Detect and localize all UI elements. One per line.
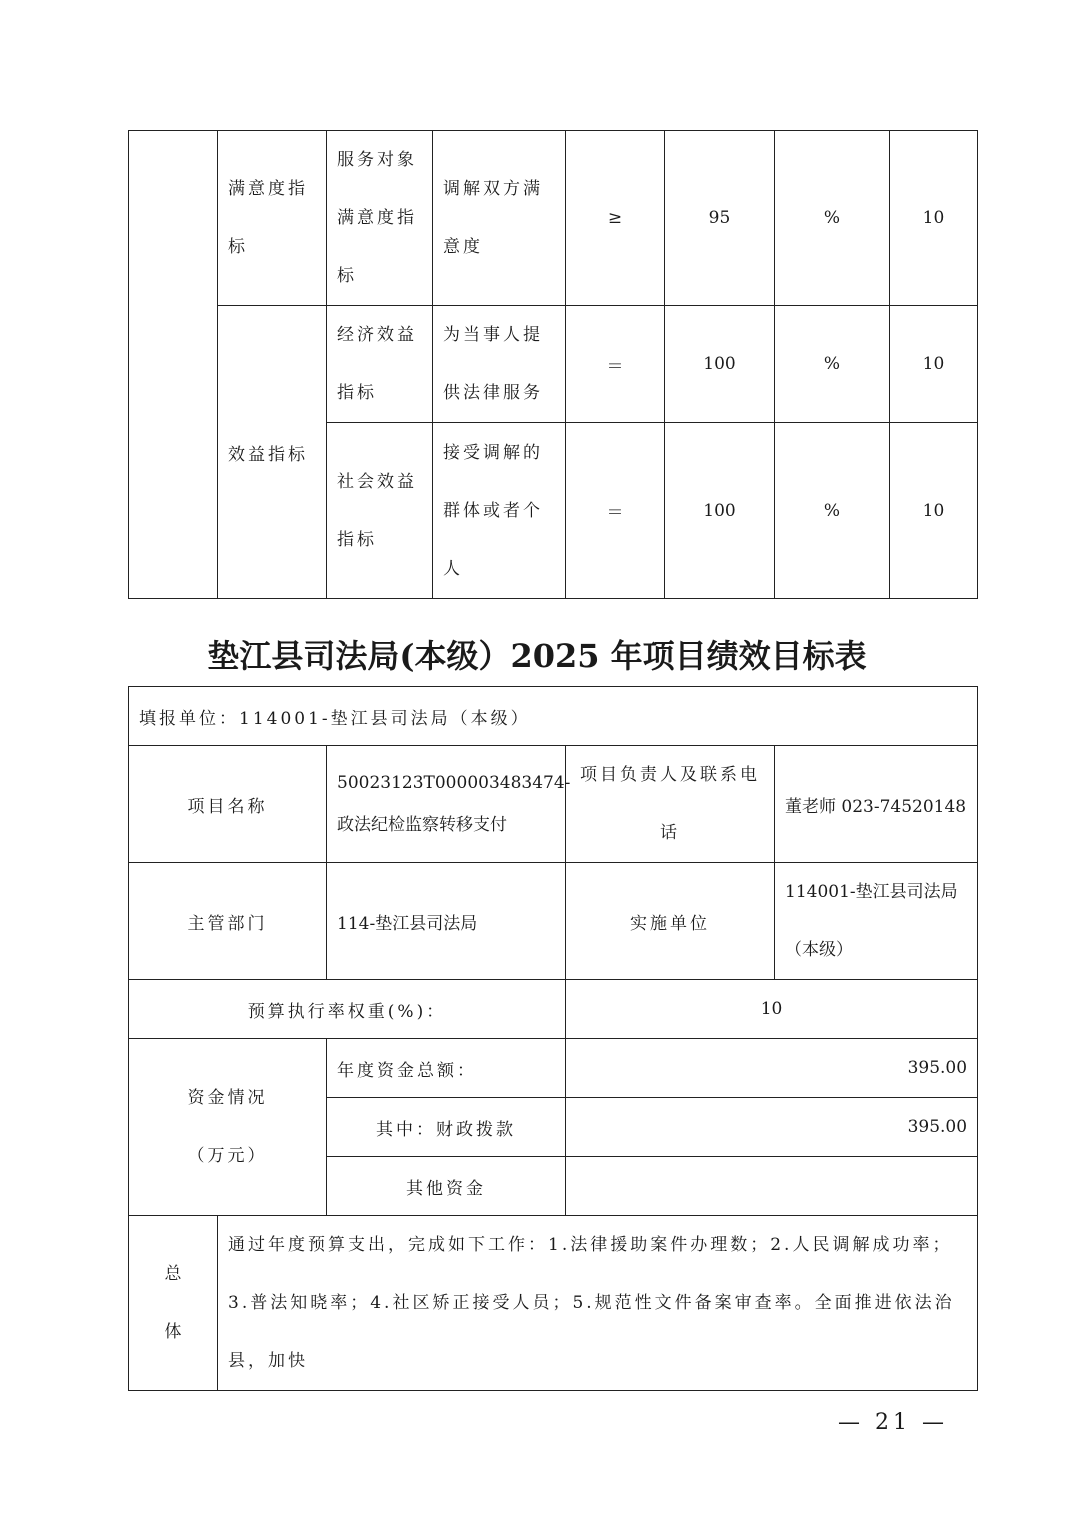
dept-label: 主管部门 [129, 863, 327, 980]
subcategory-cell: 经济效益指标 [327, 306, 433, 423]
overall-label-line-1: 总 [164, 1264, 182, 1284]
annual-total-label: 年度资金总额： [327, 1039, 566, 1098]
table-row [129, 1039, 978, 1098]
table-row [129, 687, 978, 746]
annual-total-value: 395.00 [566, 1039, 978, 1098]
value-cell: 100 [665, 306, 775, 423]
funds-label [129, 1039, 327, 1216]
value-cell: 95 [665, 131, 775, 306]
impl-label: 实施单位 [566, 863, 775, 980]
funds-label-line-1: 资金情况 [187, 1088, 268, 1108]
empty-cell [129, 131, 218, 599]
weight-cell: 10 [890, 131, 978, 306]
dept-value: 114-垫江县司法局 [327, 863, 566, 980]
table-row [129, 131, 978, 306]
budget-rate-value: 10 [566, 980, 978, 1039]
contact-label: 项目负责人及联系电话 [566, 746, 775, 863]
weight-cell: 10 [890, 306, 978, 423]
unit-cell: % [775, 423, 890, 599]
category-cell: 效益指标 [218, 306, 327, 599]
table-row [129, 306, 978, 423]
value-cell: 100 [665, 423, 775, 599]
page-title: 垫江县司法局(本级）2025 年项目绩效目标表 [207, 637, 867, 675]
impl-value: 114001-垫江县司法局（本级） [775, 863, 978, 980]
indicator-name-cell: 接受调解的群体或者个人 [433, 423, 566, 599]
operator-cell: ≥ [566, 131, 665, 306]
performance-form [128, 686, 978, 1391]
unit-cell: % [775, 306, 890, 423]
project-name-label: 项目名称 [129, 746, 327, 863]
weight-cell: 10 [890, 423, 978, 599]
table-row [129, 746, 978, 863]
project-name-value: 50023123T000003483474-政法纪检监察转移支付 [327, 746, 566, 863]
table-row [129, 980, 978, 1039]
indicator-table [128, 130, 978, 599]
overall-goal-text: 通过年度预算支出，完成如下工作：1.法律援助案件办理数；2.人民调解成功率；3.普法知晓率；4.社区矫正接受人员；5.规范性文件备案审查率。全面推进依法治县，加快 [218, 1216, 978, 1391]
other-funds-label: 其他资金 [327, 1157, 566, 1216]
operator-cell: ＝ [566, 423, 665, 599]
table-row [129, 863, 978, 980]
funds-label-line-2: （万元） [187, 1146, 268, 1166]
page-number: — 21 — [838, 1410, 948, 1435]
budget-rate-label: 预算执行率权重(%)： [129, 980, 566, 1039]
subcategory-cell: 社会效益指标 [327, 423, 433, 599]
fiscal-value: 395.00 [566, 1098, 978, 1157]
subcategory-cell: 服务对象满意度指标 [327, 131, 433, 306]
filing-unit: 填报单位：114001-垫江县司法局（本级） [129, 687, 978, 746]
operator-cell: ＝ [566, 306, 665, 423]
indicator-name-cell: 调解双方满意度 [433, 131, 566, 306]
overall-label [129, 1216, 218, 1391]
fiscal-label: 其中：财政拨款 [327, 1098, 566, 1157]
category-cell: 满意度指标 [218, 131, 327, 306]
indicator-name-cell: 为当事人提供法律服务 [433, 306, 566, 423]
unit-cell: % [775, 131, 890, 306]
other-funds-value [566, 1157, 978, 1216]
overall-label-line-2: 体 [164, 1322, 182, 1342]
table-row [129, 1216, 978, 1391]
contact-value: 董老师 023-74520148 [775, 746, 978, 863]
